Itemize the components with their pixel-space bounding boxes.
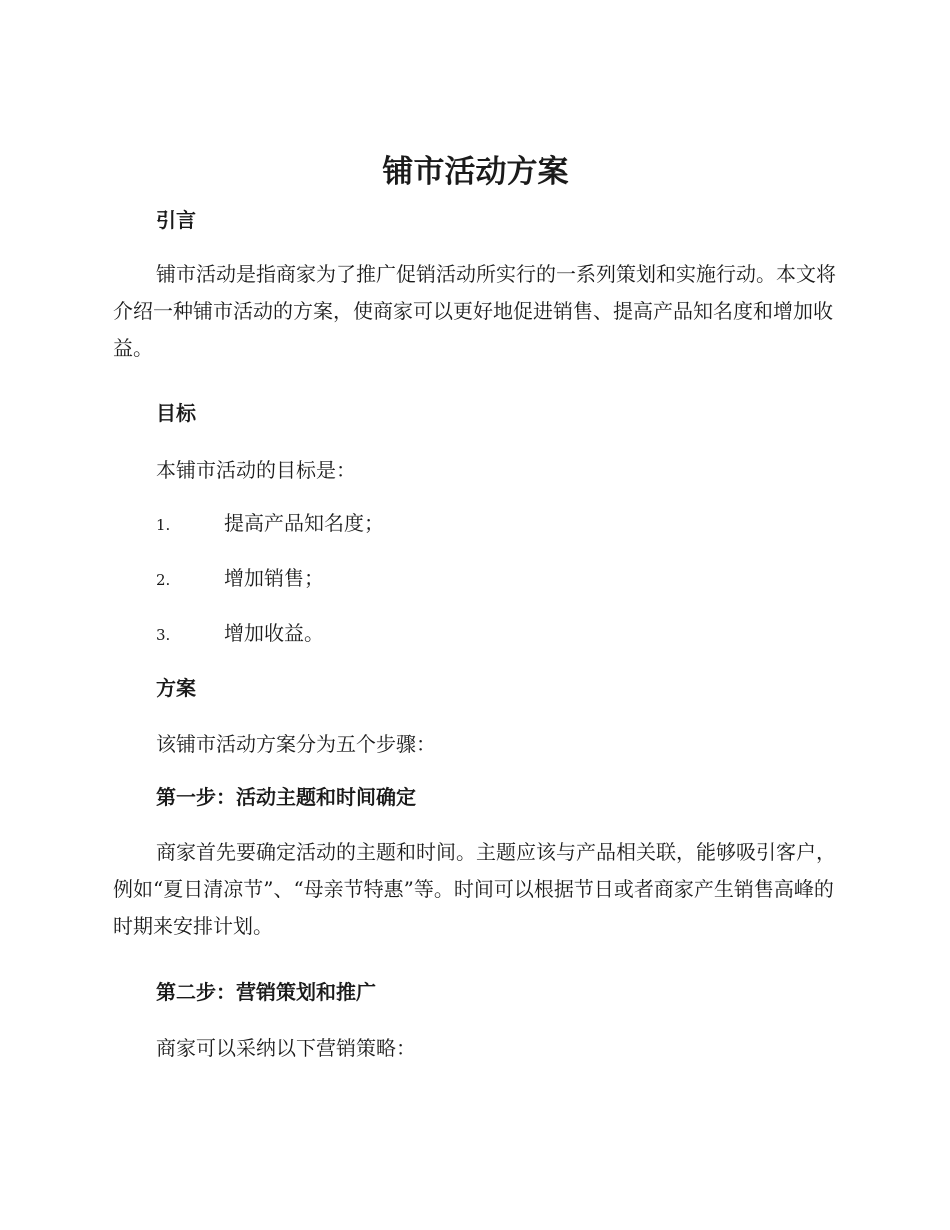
list-text: 增加销售； bbox=[224, 566, 324, 590]
section-heading-plan: 方案 bbox=[156, 676, 196, 700]
step1-paragraph: 商家首先要确定活动的主题和时间。主题应该与产品相关联，能够吸引客户，例如“夏日清凉节”、“母亲节特惠”等。时间可以根据节日或者商家产生销售高峰的时期来安排计划。 bbox=[113, 840, 836, 938]
intro-paragraph: 铺市活动是指商家为了推广促销活动所实行的一系列策划和实施行动。本文将介绍一种铺市活动的方案，使商家可以更好地促进销售、提高产品知名度和增加收益。 bbox=[113, 262, 836, 360]
list-text: 提高产品知名度； bbox=[224, 511, 384, 535]
step1-heading: 第一步：活动主题和时间确定 bbox=[156, 785, 416, 809]
step2-lead: 商家可以采纳以下营销策略： bbox=[156, 1036, 416, 1060]
section-heading-intro: 引言 bbox=[156, 208, 196, 232]
document-title: 铺市活动方案 bbox=[382, 154, 569, 190]
goal-list-item bbox=[156, 509, 384, 539]
goals-lead: 本铺市活动的目标是： bbox=[156, 458, 356, 482]
list-number: 3. bbox=[156, 626, 171, 644]
list-number: 1. bbox=[156, 516, 171, 534]
list-number: 2. bbox=[156, 571, 171, 589]
list-text: 增加收益。 bbox=[224, 621, 324, 645]
section-heading-goals: 目标 bbox=[156, 401, 196, 425]
goal-list-item bbox=[156, 564, 324, 594]
plan-lead: 该铺市活动方案分为五个步骤： bbox=[156, 732, 436, 756]
step2-heading: 第二步：营销策划和推广 bbox=[156, 980, 376, 1004]
goal-list-item bbox=[156, 619, 324, 649]
